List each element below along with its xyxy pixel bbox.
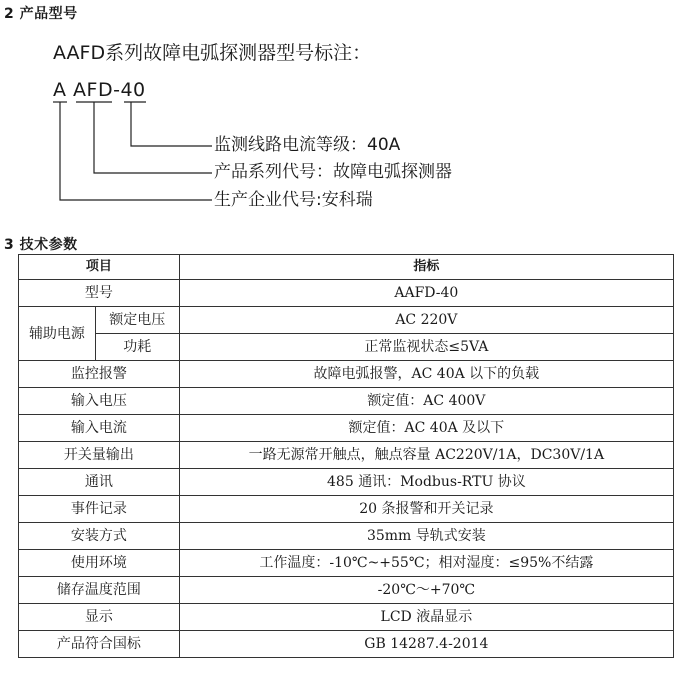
row-value: 额定值：AC 400V (179, 388, 673, 415)
row-value: LCD 液晶显示 (179, 604, 673, 631)
sub-label-power: 功耗 (95, 334, 179, 361)
row-label: 使用环境 (19, 550, 180, 577)
table-header-row (19, 255, 674, 280)
table-row (19, 280, 674, 307)
row-label: 输入电流 (19, 415, 180, 442)
leader-line-maker (60, 102, 212, 200)
header-spec: 指标 (179, 255, 673, 280)
table-row (19, 577, 674, 604)
table-row (19, 361, 674, 388)
row-label: 显示 (19, 604, 180, 631)
section-3-heading: 3 技术参数 (4, 237, 78, 253)
row-value: 20 条报警和开关记录 (179, 496, 673, 523)
row-label: 产品符合国标 (19, 631, 180, 658)
table-row (19, 307, 674, 334)
row-value: GB 14287.4-2014 (179, 631, 673, 658)
leader-line-series (94, 102, 212, 173)
row-value: AAFD-40 (179, 280, 673, 307)
section-2-heading: 2 产品型号 (4, 6, 78, 22)
row-label: 通讯 (19, 469, 180, 496)
leader-line-current (131, 102, 212, 146)
table-row (19, 496, 674, 523)
row-value: 一路无源常开触点，触点容量 AC220V/1A，DC30V/1A (179, 442, 673, 469)
row-label: 储存温度范围 (19, 577, 180, 604)
row-value: 故障电弧报警，AC 40A 以下的负载 (179, 361, 673, 388)
table-row (19, 631, 674, 658)
model-code: A AFD-40 (53, 79, 146, 101)
header-item: 项目 (19, 255, 180, 280)
table-row (19, 604, 674, 631)
row-label: 事件记录 (19, 496, 180, 523)
table-row (19, 469, 674, 496)
row-value: 正常监视状态≤5VA (179, 334, 673, 361)
aux-power-label: 辅助电源 (19, 307, 96, 361)
table-row (19, 523, 674, 550)
note-current-level: 监测线路电流等级：40A (214, 135, 401, 155)
row-value: 485 通讯：Modbus-RTU 协议 (179, 469, 673, 496)
table-row (19, 388, 674, 415)
row-value: 工作温度：-10℃~+55℃；相对湿度：≤95%不结露 (179, 550, 673, 577)
table-row (19, 415, 674, 442)
note-manufacturer-code: 生产企业代号:安科瑞 (214, 190, 373, 210)
sub-label-rated-voltage: 额定电压 (95, 307, 179, 334)
row-value: 35mm 导轨式安装 (179, 523, 673, 550)
note-series-code: 产品系列代号：故障电弧探测器 (214, 162, 452, 182)
model-naming-title: AAFD系列故障电弧探测器型号标注： (53, 42, 372, 64)
table-row (19, 442, 674, 469)
row-label: 型号 (19, 280, 180, 307)
row-value: 额定值：AC 40A 及以下 (179, 415, 673, 442)
row-label: 开关量输出 (19, 442, 180, 469)
row-label: 监控报警 (19, 361, 180, 388)
table-row (19, 334, 674, 361)
row-value: -20℃～+70℃ (179, 577, 673, 604)
spec-table (18, 254, 674, 658)
table-row (19, 550, 674, 577)
row-value: AC 220V (179, 307, 673, 334)
row-label: 安装方式 (19, 523, 180, 550)
row-label: 输入电压 (19, 388, 180, 415)
